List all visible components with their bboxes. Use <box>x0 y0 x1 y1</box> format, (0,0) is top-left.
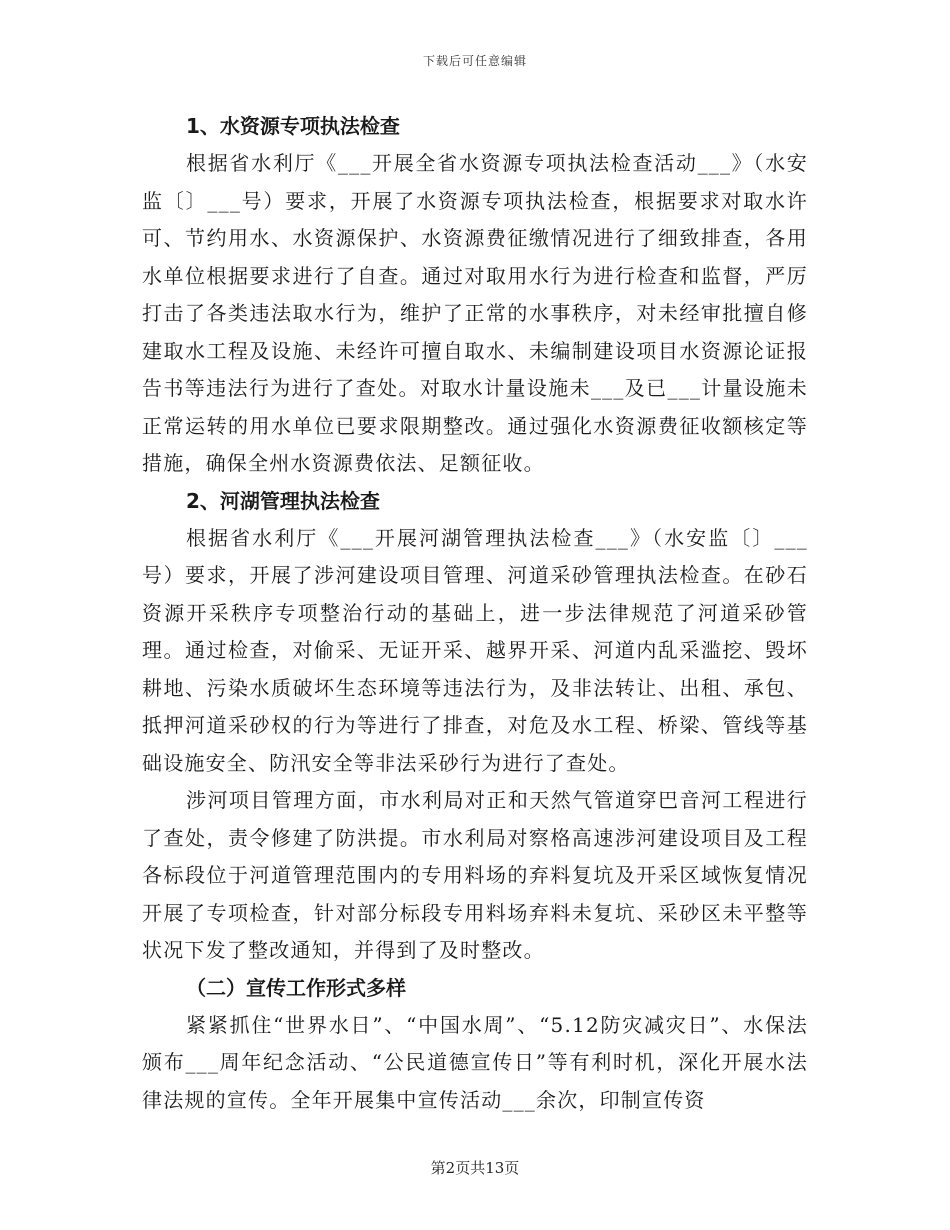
section-heading-water-resources: 1、水资源专项执法检查 <box>186 114 400 138</box>
document-body <box>142 108 808 1119</box>
section-heading-publicity: （二）宣传工作形式多样 <box>186 975 406 1000</box>
paragraph-river-lake: 根据省水利厅《___开展河湖管理执法检查___》（水安监〔〕___号）要求，开展了涉河建设项目管理、河道采砂管理执法检查。在砂石资源开采秩序专项整治行动的基础上，进一步法律规范了河道采砂管理。通过检查，对偷采、无证开采、越界开采、河道内乱采滥挖、毁坏耕地、污染水质破坏生态环境等违法行为，及非法转让、出租、承包、抵押河道采砂权的行为等进行了排查，对危及水工程、桥梁、管线等基础设施安全、防汛安全等非法采砂行为进行了查处。 <box>142 525 808 775</box>
page-number: 第2页共13页 <box>430 1159 520 1177</box>
paragraph-publicity: 紧紧抓住“世界水日”、“中国水周”、“5.12防灾减灾日”、水保法颁布___周年纪念活动、“公民道德宣传日”等有利时机，深化开展水法律法规的宣传。全年开展集中宣传活动___余次，印制宣传资 <box>142 1012 808 1112</box>
paragraph-water-resources: 根据省水利厅《___开展全省水资源专项执法检查活动___》（水安监〔〕___号）要求，开展了水资源专项执法检查，根据要求对取水许可、节约用水、水资源保护、水资源费征缴情况进行了细致排查，各用水单位根据要求进行了自查。通过对取用水行为进行检查和监督，严厉打击了各类违法取水行为，维护了正常的水事秩序，对未经审批擅自修建取水工程及设施、未经许可擅自取水、未编制建设项目水资源论证报告书等违法行为进行了查处。对取水计量设施未___及已___计量设施未正常运转的用水单位已要求限期整改。通过强化水资源费征收额核定等措施，确保全州水资源费依法、足额征收。 <box>142 151 808 475</box>
section-heading-river-lake: 2、河湖管理执法检查 <box>186 488 380 513</box>
paragraph-river-projects: 涉河项目管理方面，市水利局对正和天然气管道穿巴音河工程进行了查处，责令修建了防洪提。市水利局对察格高速涉河建设项目及工程各标段位于河道管理范围内的专用料场的弃料复坑及开采区域恢复情况开展了专项检查，针对部分标段专用料场弃料未复坑、采砂区未平整等状况下发了整改通知，并得到了及时整改。 <box>142 788 808 962</box>
page-header-note: 下载后可任意编辑 <box>422 54 527 68</box>
